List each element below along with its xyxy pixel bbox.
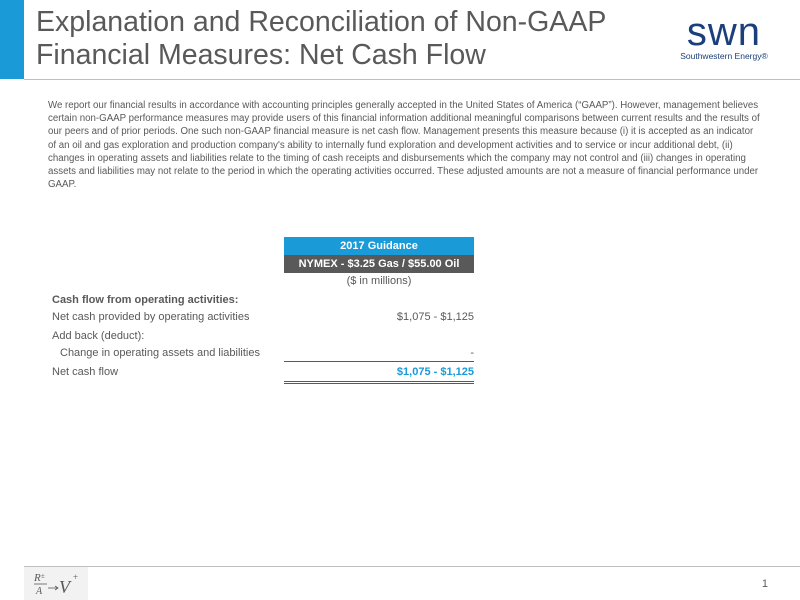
header-accent-bar [0,0,24,79]
page-title-line-1: Explanation and Reconciliation of Non-GAAP [36,6,607,38]
row-value-total: $1,075 - $1,125 [396,366,474,378]
total-double-rule-bottom [284,383,474,384]
intro-paragraph: We report our financial results in accordance with accounting principles generally accepted in the United States of America (“GAAP”). However, management believes certain non-GAAP performance measures may provide users of this financial information additional meaningful comparisons between current results and the results of our peers and of prior periods. One such non-GAAP financial measure is net cash flow. Management presents this measure because (i) it is accepted as an indicator of an oil and gas exploration and production company's ability to internally fund exploration and development activities and to service or incur additional debt, (ii) changes in operating assets and liabilities relate to the timing of cash receipts and disbursements which the company may not control and (iii) changes in operating assets and liabilities may not relate to the period in which the operating activities occurred. These adjusted amounts are not a measure of financial performance under GAAP. [48,100,760,191]
row-value: $1,075 - $1,125 [396,311,474,323]
row-label: Add back (deduct): [52,330,145,342]
section-heading-row [48,292,474,309]
page-title-line-2: Financial Measures: Net Cash Flow [36,39,486,71]
svg-text:±: ± [41,572,45,580]
svg-text:V: V [59,577,70,597]
footer-divider [24,566,800,567]
table-row [48,328,474,345]
units-label: ($ in millions) [346,275,412,287]
logo-wordmark: swn [686,10,762,54]
section-heading: Cash flow from operating activities: [52,294,239,306]
table-row-total [48,364,474,381]
pricing-header: NYMEX - $3.25 Gas / $55.00 Oil [284,255,474,273]
svg-text:R: R [34,572,41,584]
row-label: Change in operating assets and liabilities [60,347,260,359]
guidance-header: 2017 Guidance [284,237,474,255]
row-value: - [470,347,474,359]
page-number: 1 [761,578,768,590]
swn-logo [672,10,776,66]
subtotal-rule [284,361,474,362]
page-title [36,6,636,72]
row-label: Net cash provided by operating activities [52,311,250,323]
logo-subtitle: Southwestern Energy® [680,51,768,61]
svg-text:+: + [73,572,79,582]
table-row [48,345,474,362]
svg-text:A: A [36,586,43,597]
total-double-rule-top [284,381,474,382]
row-label: Net cash flow [52,366,119,378]
r-a-v-plus-logo-icon [30,568,86,598]
header-divider [24,79,800,80]
table-row [48,309,474,326]
